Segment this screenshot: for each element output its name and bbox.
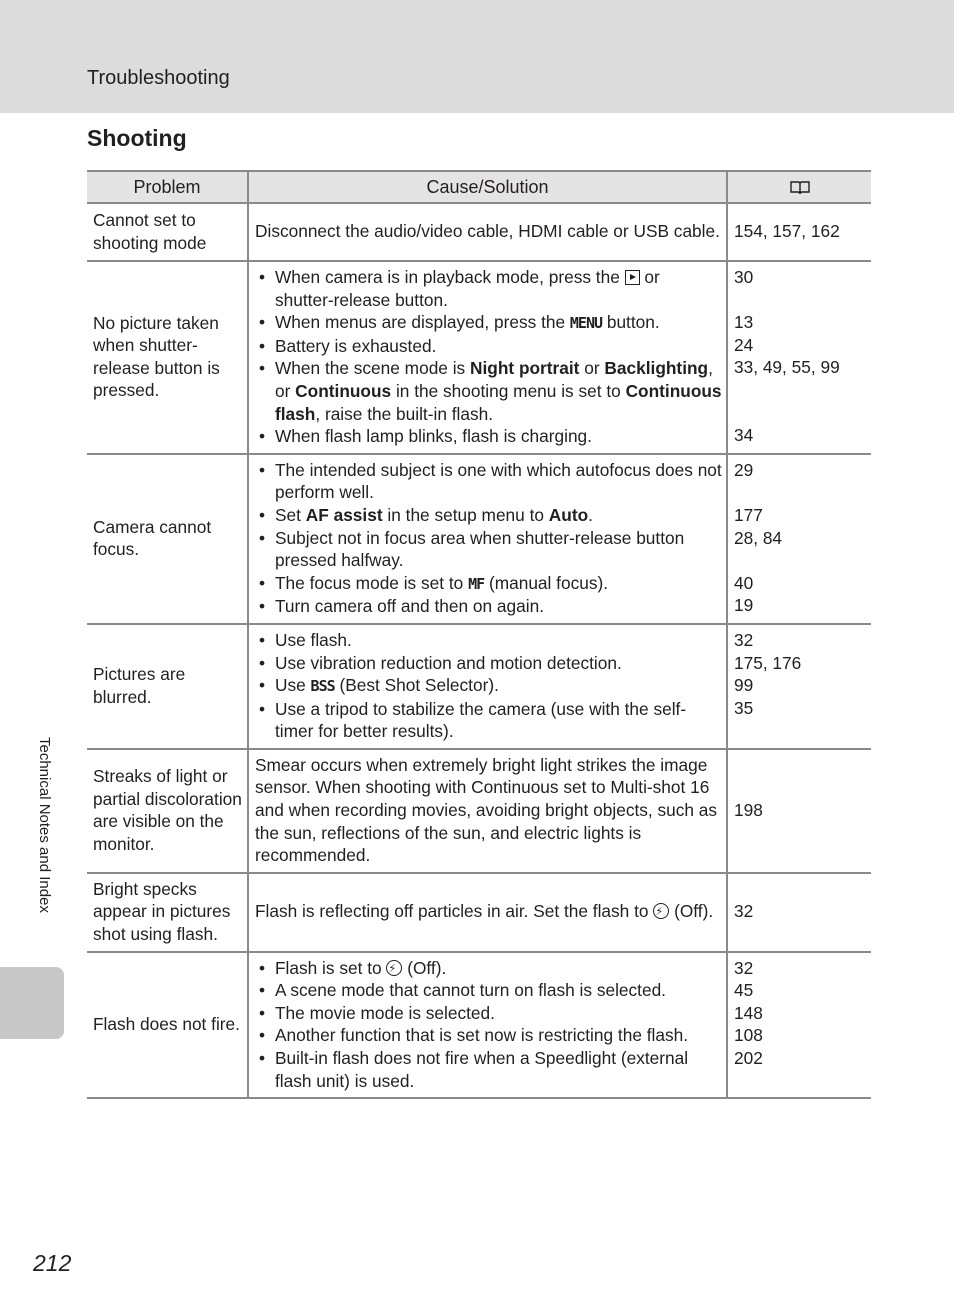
reference-cell: 32 xyxy=(727,873,871,952)
page-number: 212 xyxy=(33,1250,72,1276)
cause-bullet: • A scene mode that cannot turn on flash is selected. xyxy=(255,979,722,1002)
column-header-problem: Problem xyxy=(87,171,248,203)
cause-cell: Flash is reflecting off particles in air. Set the flash to ⚡ (Off). xyxy=(248,873,727,952)
book-icon xyxy=(790,180,810,195)
problem-cell: Flash does not fire. xyxy=(87,952,248,1099)
table-row xyxy=(87,624,871,749)
cause-bullet: • The movie mode is selected. xyxy=(255,1002,722,1025)
column-header-cause: Cause/Solution xyxy=(248,171,727,203)
cause-bullet: • Subject not in focus area when shutter-release button pressed halfway. xyxy=(255,527,722,572)
column-header-reference xyxy=(727,171,871,203)
cause-bullet: • Use vibration reduction and motion detection. xyxy=(255,652,722,675)
manual-focus-icon: MF xyxy=(468,574,485,593)
cause-bullet: • When menus are displayed, press the MENU button. xyxy=(255,311,722,335)
flash-off-icon xyxy=(653,903,669,919)
flash-off-icon xyxy=(386,960,402,976)
problem-cell: Camera cannot focus. xyxy=(87,454,248,624)
cause-cell xyxy=(248,454,727,624)
side-tab-label: Technical Notes and Index xyxy=(36,737,53,913)
table-row xyxy=(87,749,871,873)
cause-cell xyxy=(248,624,727,749)
cause-bullet: • When flash lamp blinks, flash is charging. xyxy=(255,425,722,448)
page-title: Shooting xyxy=(87,125,187,151)
table-row xyxy=(87,952,871,1099)
play-icon xyxy=(625,270,640,285)
table-row xyxy=(87,873,871,952)
header-band xyxy=(0,0,954,113)
cause-bullet: • When camera is in playback mode, press the or shutter-release button. xyxy=(255,266,722,311)
problem-cell: Bright specks appear in pictures shot using flash. xyxy=(87,873,248,952)
menu-button-icon: MENU xyxy=(569,314,603,333)
cause-bullet: • Use a tripod to stabilize the camera (use with the self-timer for better results). xyxy=(255,698,722,743)
cause-bullet: • When the scene mode is Night portrait or Backlighting, or Continuous in the shooting menu is set to Continuous flash, raise the built-in flash. xyxy=(255,357,722,425)
cause-bullet: • The intended subject is one with which autofocus does not perform well. xyxy=(255,459,722,504)
table-row xyxy=(87,454,871,624)
best-shot-selector-icon: BSS xyxy=(310,677,335,696)
troubleshooting-table xyxy=(87,170,871,1099)
cause-bullet: • Use flash. xyxy=(255,629,722,652)
cause-cell xyxy=(248,261,727,454)
cause-bullet: • Built-in flash does not fire when a Speedlight (external flash unit) is used. xyxy=(255,1047,722,1092)
reference-cell: 198 xyxy=(727,749,871,873)
reference-cell: 32 45 148 108 202 xyxy=(727,952,871,1099)
table-row xyxy=(87,261,871,454)
reference-cell: 30 13 24 33, 49, 55, 99 34 xyxy=(727,261,871,454)
cause-bullet: • Another function that is set now is restricting the flash. xyxy=(255,1024,722,1047)
cause-bullet: • Flash is set to ⚡ (Off). xyxy=(255,957,722,980)
cause-cell: Smear occurs when extremely bright light strikes the image sensor. When shooting with Continuous set to Multi-shot 16 and when recording movies, avoiding bright objects, such as the sun, reflections of the sun, and electric lights is recommended. xyxy=(248,749,727,873)
reference-cell: 32 175, 176 99 35 xyxy=(727,624,871,749)
problem-cell: No picture taken when shutter-release button is pressed. xyxy=(87,261,248,454)
cause-bullet: • Battery is exhausted. xyxy=(255,335,722,358)
reference-cell: 29 177 28, 84 40 19 xyxy=(727,454,871,624)
section-label: Troubleshooting xyxy=(87,67,230,89)
table-row xyxy=(87,203,871,261)
cause-bullet: • Set AF assist in the setup menu to Auto. xyxy=(255,504,722,527)
problem-cell: Pictures are blurred. xyxy=(87,624,248,749)
problem-cell: Streaks of light or partial discoloration are visible on the monitor. xyxy=(87,749,248,873)
table-header-row xyxy=(87,171,871,203)
problem-cell: Cannot set to shooting mode xyxy=(87,203,248,261)
cause-bullet: • The focus mode is set to MF (manual focus). xyxy=(255,572,722,596)
cause-cell: Disconnect the audio/video cable, HDMI cable or USB cable. xyxy=(248,203,727,261)
cause-cell xyxy=(248,952,727,1099)
side-tab xyxy=(0,967,64,1039)
cause-bullet: • Turn camera off and then on again. xyxy=(255,595,722,618)
cause-bullet: • Use BSS (Best Shot Selector). xyxy=(255,674,722,698)
reference-cell: 154, 157, 162 xyxy=(727,203,871,261)
